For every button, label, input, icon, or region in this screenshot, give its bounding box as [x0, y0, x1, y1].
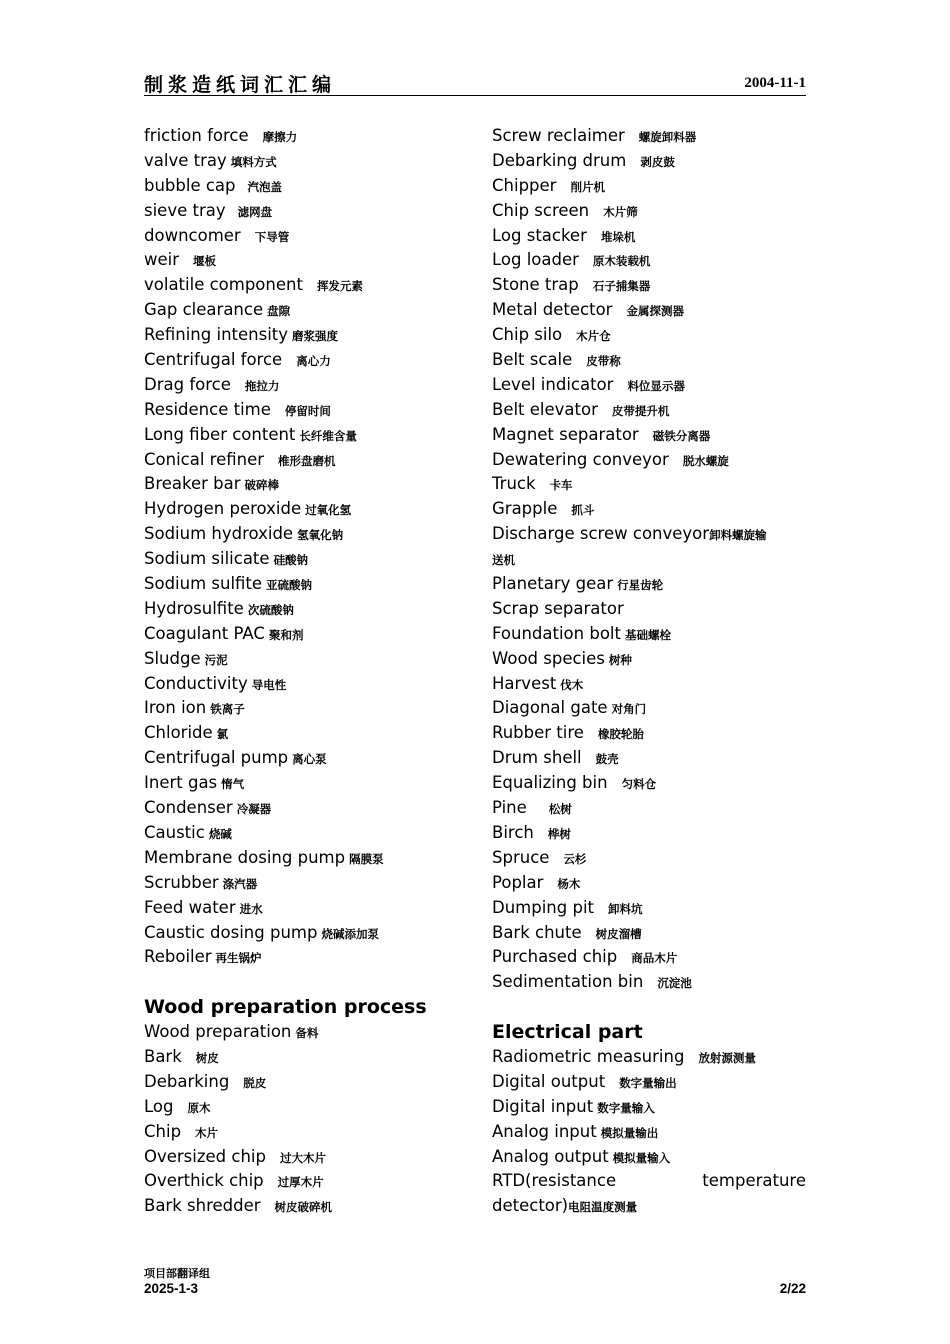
term-english: Sludge	[144, 648, 201, 668]
term-english: Analog output	[492, 1146, 609, 1166]
term-entry	[492, 224, 806, 249]
term-entry	[144, 323, 458, 348]
term-entry	[492, 323, 806, 348]
term-chinese: 进水	[239, 901, 263, 916]
term-entry	[144, 846, 458, 871]
term-chinese: 脱皮	[243, 1075, 267, 1090]
term-english: Diagonal gate	[492, 698, 608, 718]
term-chinese: 过大木片	[280, 1150, 326, 1165]
term-english: Digital output	[492, 1071, 606, 1091]
term-entry-discharge	[492, 522, 806, 547]
term-chinese: 摩擦力	[262, 130, 298, 144]
term-entry	[492, 1045, 806, 1070]
term-chinese: 滤网盘	[237, 204, 273, 219]
term-english: Magnet separator	[492, 424, 639, 444]
term-entry	[144, 298, 458, 323]
term-chinese: 堆垛机	[600, 229, 636, 244]
term-english: volatile component	[144, 275, 303, 295]
term-chinese: 皮带提升机	[611, 403, 670, 418]
term-chinese: 挥发元素	[316, 279, 363, 294]
term-chinese: 过氧化氢	[305, 503, 352, 518]
term-entry	[144, 746, 458, 771]
right-term-list-2	[492, 572, 806, 995]
term-entry	[144, 398, 458, 423]
term-entry	[144, 199, 458, 224]
term-entry	[492, 796, 806, 821]
term-chinese: 鼓壳	[595, 752, 619, 767]
term-entry	[492, 721, 806, 746]
term-english: Foundation bolt	[492, 623, 621, 643]
term-entry	[492, 373, 806, 398]
term-english: Drag force	[144, 374, 231, 394]
term-english: Drum shell	[492, 748, 582, 768]
term-entry	[492, 896, 806, 921]
term-entry	[492, 149, 806, 174]
term-english: Poplar	[492, 872, 544, 892]
term-english: Bark	[144, 1046, 182, 1066]
term-entry	[492, 921, 806, 946]
term-english: downcomer	[144, 225, 241, 245]
term-english: RTD(resistance	[492, 1171, 617, 1191]
term-entry	[144, 248, 458, 273]
page-number: 2/22	[779, 1281, 806, 1296]
term-english: sieve tray	[144, 200, 226, 220]
term-entry	[144, 124, 458, 149]
term-entry	[492, 647, 806, 672]
term-entry	[144, 896, 458, 921]
term-chinese: 停留时间	[284, 403, 331, 418]
term-english: Belt scale	[492, 350, 573, 370]
term-entry	[492, 1070, 806, 1095]
term-chinese: 皮带称	[586, 354, 621, 369]
term-entry	[492, 970, 806, 995]
term-entry	[492, 622, 806, 647]
term-entry	[492, 248, 806, 273]
term-chinese: 隔膜泵	[349, 851, 384, 866]
term-chinese: 原木	[187, 1100, 211, 1115]
section-title-electrical: Electrical part	[492, 1021, 643, 1044]
term-entry	[144, 1145, 458, 1170]
term-entry	[492, 497, 806, 522]
term-english: Coagulant PAC	[144, 623, 265, 643]
term-chinese: 卡车	[549, 478, 573, 493]
term-chinese: 拖拉力	[244, 378, 280, 393]
term-chinese: 磁铁分离器	[652, 428, 711, 443]
term-english: Wood species	[492, 648, 605, 668]
term-english: Sodium silicate	[144, 549, 270, 569]
term-chinese: 松树	[548, 802, 572, 817]
term-entry	[144, 572, 458, 597]
term-english: Scrubber	[144, 872, 219, 892]
term-entry	[144, 871, 458, 896]
term-chinese: 木片仓	[576, 329, 611, 344]
term-english: weir	[144, 250, 180, 270]
term-english: Caustic	[144, 822, 205, 842]
term-chinese: 抓斗	[571, 503, 595, 518]
term-english: Dumping pit	[492, 897, 594, 917]
term-english: Chipper	[492, 175, 557, 195]
term-chinese: 硅酸钠	[273, 553, 309, 568]
term-english: friction force	[144, 126, 249, 145]
right-term-list	[492, 124, 806, 522]
term-chinese: 脱水螺旋	[682, 453, 729, 468]
term-chinese: 沉淀池	[657, 976, 692, 991]
term-chinese: 对角门	[611, 702, 647, 717]
term-chinese: 氯	[216, 727, 229, 742]
term-english: Feed water	[144, 897, 236, 917]
term-entry	[492, 174, 806, 199]
term-entry	[492, 746, 806, 771]
term-chinese: 剥皮鼓	[640, 154, 675, 169]
term-chinese: 过厚木片	[277, 1175, 324, 1190]
term-chinese: 橡胶轮胎	[597, 727, 644, 742]
term-entry	[492, 871, 806, 896]
term-english: Overthick chip	[144, 1171, 264, 1191]
term-chinese: 卸料坑	[608, 901, 643, 916]
term-entry	[492, 398, 806, 423]
term-english: Caustic dosing pump	[144, 922, 318, 942]
term-english: Chip	[144, 1121, 182, 1141]
term-entry	[492, 846, 806, 871]
term-entry	[492, 448, 806, 473]
footer-date: 2025-1-3	[144, 1281, 199, 1296]
header-date: 2004-11-1	[744, 75, 806, 91]
term-entry	[144, 1120, 458, 1145]
term-entry	[144, 622, 458, 647]
term-english: Metal detector	[492, 300, 613, 320]
term-chinese: 填料方式	[230, 154, 277, 169]
page-header	[144, 68, 806, 96]
term-english: Membrane dosing pump	[144, 847, 346, 867]
term-chinese: 原木装载机	[592, 254, 651, 269]
term-chinese: 下导管	[254, 229, 290, 244]
term-chinese: 金属探测器	[626, 304, 684, 319]
term-entry-rtd-cont	[492, 1194, 806, 1219]
term-chinese: 树皮溜槽	[595, 926, 642, 941]
term-english: Scrap separator	[492, 598, 624, 618]
term-chinese: 导电性	[251, 677, 287, 692]
term-chinese: 污泥	[204, 652, 228, 667]
term-entry	[144, 547, 458, 572]
term-chinese: 杨木	[557, 876, 581, 891]
term-entry	[492, 1145, 806, 1170]
term-english: temperature	[702, 1171, 806, 1191]
term-entry	[144, 821, 458, 846]
term-chinese: 数字量输出	[619, 1075, 677, 1090]
term-chinese: 惰气	[221, 777, 245, 792]
term-chinese: 汽泡盖	[247, 179, 283, 194]
term-entry	[144, 921, 458, 946]
term-entry	[492, 771, 806, 796]
term-english: Pine	[492, 798, 527, 818]
term-chinese: 备料	[295, 1026, 319, 1041]
term-chinese: 数字量输入	[597, 1100, 655, 1115]
term-chinese: 树皮破碎机	[274, 1200, 333, 1215]
wood-preparation-term-list	[144, 1020, 458, 1219]
term-english: valve tray	[144, 150, 227, 170]
term-entry	[492, 348, 806, 373]
term-english: Hydrosulfite	[144, 598, 244, 618]
term-entry	[492, 572, 806, 597]
term-english: Level indicator	[492, 374, 614, 394]
term-english: Sodium sulfite	[144, 574, 263, 594]
footer-organization: 项目部翻译组	[144, 1267, 210, 1280]
term-english: Rubber tire	[492, 723, 584, 743]
term-entry	[144, 721, 458, 746]
term-entry	[144, 796, 458, 821]
term-chinese: 氢氧化钠	[297, 528, 344, 543]
term-entry	[144, 348, 458, 373]
term-chinese: 螺旋卸料器	[638, 130, 697, 144]
term-chinese: 放射源测量	[698, 1050, 756, 1065]
term-english: Gap clearance	[144, 300, 264, 320]
term-english: Sedimentation bin	[492, 972, 644, 992]
term-english: Screw reclaimer	[492, 126, 625, 145]
term-english: Inert gas	[144, 773, 218, 793]
term-entry	[492, 472, 806, 497]
term-entry	[492, 298, 806, 323]
term-entry	[144, 373, 458, 398]
section-spacer	[492, 995, 806, 1020]
term-chinese: 电阻温度测量	[568, 1200, 638, 1215]
term-entry	[144, 771, 458, 796]
term-english: Refining intensity	[144, 325, 289, 345]
term-english: Spruce	[492, 847, 550, 867]
term-english: Log stacker	[492, 225, 587, 245]
term-entry	[144, 224, 458, 249]
term-entry	[144, 423, 458, 448]
section-spacer	[144, 970, 458, 995]
term-english: Long fiber content	[144, 424, 296, 444]
term-chinese: 烧碱添加泵	[321, 926, 379, 941]
term-english: Purchased chip	[492, 947, 618, 967]
term-chinese: 削片机	[570, 179, 605, 194]
term-entry	[492, 1095, 806, 1120]
term-english: Centrifugal pump	[144, 748, 289, 768]
term-entry	[144, 174, 458, 199]
term-entry	[144, 1095, 458, 1120]
term-english: Debarking	[144, 1071, 230, 1091]
term-chinese: 模拟量输出	[600, 1125, 659, 1140]
left-column	[144, 124, 458, 1219]
term-entry	[144, 647, 458, 672]
term-entry	[492, 423, 806, 448]
term-english: Iron ion	[144, 698, 207, 718]
term-entry	[144, 696, 458, 721]
term-entry	[144, 1169, 458, 1194]
term-english: Sodium hydroxide	[144, 524, 294, 544]
term-entry	[492, 696, 806, 721]
term-chinese: 木片	[195, 1125, 219, 1140]
term-chinese: 匀料仓	[621, 777, 657, 792]
term-chinese: 再生锅炉	[215, 951, 262, 966]
term-chinese: 堰板	[193, 254, 217, 269]
term-chinese: 石子捕集器	[592, 279, 651, 294]
term-entry	[144, 522, 458, 547]
term-chinese: 商品木片	[631, 951, 678, 966]
term-english: Belt elevator	[492, 399, 598, 419]
term-english: Digital input	[492, 1096, 594, 1116]
term-english: Wood preparation	[144, 1022, 292, 1042]
term-chinese: 聚和剂	[268, 627, 304, 642]
term-english: Truck	[492, 474, 536, 494]
term-english: Birch	[492, 822, 534, 842]
term-english: Planetary gear	[492, 574, 614, 594]
term-english: Chloride	[144, 723, 213, 743]
right-column	[492, 124, 806, 1219]
term-chinese: 离心力	[296, 354, 331, 369]
term-chinese: 云杉	[563, 851, 587, 866]
term-english: Bark shredder	[144, 1196, 261, 1216]
term-chinese: 烧碱	[208, 826, 232, 841]
term-chinese: 基础螺栓	[624, 627, 671, 642]
term-chinese: 卸料螺旋输	[709, 528, 767, 543]
term-chinese: 料位显示器	[627, 378, 685, 393]
term-chinese: 涤汽器	[222, 876, 258, 891]
term-entry	[144, 597, 458, 622]
term-chinese: 次硫酸钠	[247, 602, 294, 617]
term-chinese: 冷凝器	[236, 802, 272, 817]
term-english: Analog input	[492, 1121, 597, 1141]
term-english: Harvest	[492, 673, 557, 693]
term-chinese: 盘隙	[267, 304, 291, 319]
term-entry	[144, 448, 458, 473]
term-english: Bark chute	[492, 922, 582, 942]
term-entry	[144, 1020, 458, 1045]
term-english: Log	[144, 1096, 174, 1116]
left-term-list	[144, 124, 458, 970]
term-chinese: 树种	[608, 652, 632, 667]
term-entry	[144, 497, 458, 522]
term-english: Debarking drum	[492, 150, 627, 170]
term-chinese: 行星齿轮	[617, 578, 664, 593]
term-entry-discharge-cont	[492, 547, 806, 572]
term-english: Reboiler	[144, 947, 212, 967]
term-entry	[492, 124, 806, 149]
term-english: Breaker bar	[144, 474, 241, 494]
term-entry	[492, 672, 806, 697]
term-english: Oversized chip	[144, 1146, 266, 1166]
document-title: 制浆造纸词汇汇编	[144, 74, 337, 96]
term-entry	[144, 945, 458, 970]
term-entry	[144, 1070, 458, 1095]
term-chinese: 木片筛	[603, 204, 638, 219]
term-english: Chip screen	[492, 200, 590, 220]
term-chinese: 树皮	[195, 1050, 219, 1065]
electrical-term-list	[492, 1045, 806, 1169]
term-entry	[492, 945, 806, 970]
term-chinese: 磨浆强度	[292, 329, 339, 344]
term-chinese: 破碎棒	[244, 478, 280, 493]
term-chinese: 椎形盘磨机	[278, 453, 336, 468]
term-chinese-continued: 送机	[492, 553, 515, 568]
term-entry	[492, 273, 806, 298]
term-english: Stone trap	[492, 275, 579, 295]
term-entry	[492, 199, 806, 224]
term-chinese: 伐木	[560, 677, 584, 692]
term-english: bubble cap	[144, 175, 236, 195]
term-english: Grapple	[492, 499, 558, 519]
term-chinese: 亚硫酸钠	[266, 578, 313, 593]
term-english: Discharge screw conveyor	[492, 524, 710, 544]
term-english: Log loader	[492, 250, 579, 270]
term-english: Centrifugal force	[144, 350, 283, 370]
term-entry	[144, 1194, 458, 1219]
term-english: Hydrogen peroxide	[144, 499, 302, 519]
term-english: Condenser	[144, 798, 233, 818]
term-entry	[144, 672, 458, 697]
term-english: Chip silo	[492, 325, 563, 345]
term-entry	[492, 1120, 806, 1145]
term-entry	[492, 821, 806, 846]
term-chinese: 铁离子	[210, 702, 245, 717]
term-chinese: 长纤维含量	[299, 428, 357, 443]
term-entry	[144, 472, 458, 497]
term-english: Equalizing bin	[492, 773, 608, 793]
term-chinese: 桦树	[547, 826, 571, 841]
term-english: Radiometric measuring	[492, 1046, 685, 1066]
section-title-wood-preparation: Wood preparation process	[144, 996, 427, 1019]
term-english: Conical refiner	[144, 449, 265, 469]
term-entry	[144, 149, 458, 174]
term-chinese: 离心泵	[292, 752, 327, 767]
term-entry	[144, 1045, 458, 1070]
term-english: Conductivity	[144, 673, 248, 693]
term-english: Dewatering conveyor	[492, 449, 669, 469]
term-entry	[144, 273, 458, 298]
term-entry	[492, 597, 806, 622]
term-entry-rtd	[492, 1169, 806, 1194]
term-english: detector)	[492, 1196, 569, 1216]
term-english: Residence time	[144, 399, 271, 419]
term-chinese: 模拟量输入	[612, 1150, 671, 1165]
